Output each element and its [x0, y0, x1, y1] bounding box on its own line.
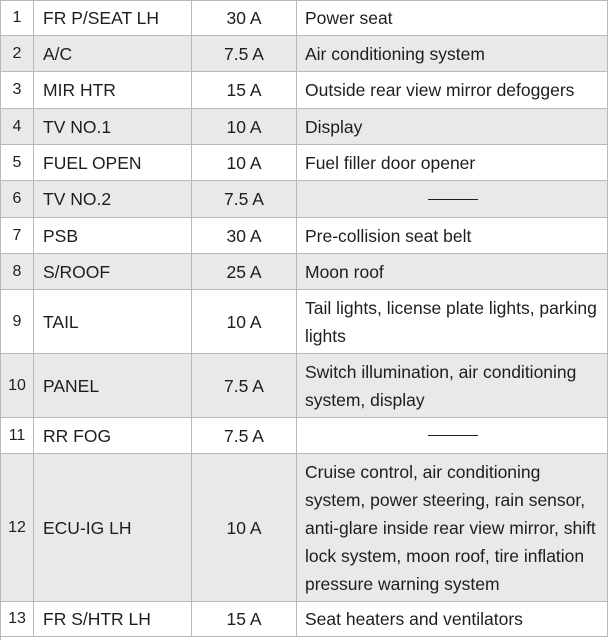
fuse-circuit-text: Display: [305, 116, 363, 137]
fuse-ampere: 10 A: [192, 454, 297, 601]
fuse-name: PANEL: [34, 354, 192, 417]
fuse-name: S/ROOF: [34, 254, 192, 289]
fuse-circuit: [297, 254, 608, 289]
fuse-ampere: 7.5 A: [192, 181, 297, 217]
fuse-circuit: [297, 36, 608, 71]
fuse-circuit-text: Cruise control, air conditioning system, power steering, rain sensor, anti-glare inside rear view mirror, shift lock system, moon roof, tire inflation pressure warning system: [305, 461, 596, 594]
table-row: [1, 418, 608, 454]
fuse-number: 11: [1, 418, 34, 453]
fuse-circuit-text: Power seat: [305, 8, 393, 28]
table-row: [1, 181, 608, 218]
fuse-ampere: 25 A: [192, 254, 297, 289]
fuse-circuit-text: Tail lights, license plate lights, parking lights: [305, 297, 597, 346]
fuse-number: 12: [1, 454, 34, 601]
fuse-number: 4: [1, 109, 34, 144]
fuse-number: 9: [1, 290, 34, 353]
fuse-circuit-text: Pre-collision seat belt: [305, 225, 472, 246]
fuse-circuit-text: Fuel filler door opener: [305, 152, 476, 173]
table-row: [1, 1, 608, 36]
fuse-name: TV NO.2: [34, 181, 192, 217]
fuse-ampere: 7.5 A: [192, 354, 297, 417]
fuse-ampere: 10 A: [192, 290, 297, 353]
fuse-circuit: [297, 72, 608, 108]
fuse-ampere: 7.5 A: [192, 36, 297, 71]
fuse-ampere: 10 A: [192, 145, 297, 180]
fuse-number: 8: [1, 254, 34, 289]
no-circuit-dash: [428, 435, 478, 436]
fuse-name: MIR HTR: [34, 72, 192, 108]
fuse-circuit-text: Switch illumination, air conditioning system, display: [305, 361, 577, 410]
fuse-name: RR FOG: [34, 418, 192, 453]
fuse-ampere: 15 A: [192, 72, 297, 108]
fuse-circuit: [297, 454, 608, 601]
fuse-circuit-text: Air conditioning system: [305, 43, 485, 64]
no-circuit-dash: [428, 199, 478, 200]
table-row: [1, 454, 608, 602]
fuse-number: 1: [1, 1, 34, 35]
fuse-circuit: [297, 145, 608, 180]
table-row: [1, 72, 608, 109]
fuse-number: 13: [1, 602, 34, 636]
fuse-circuit: [297, 418, 608, 453]
fuse-number: 5: [1, 145, 34, 180]
fuse-circuit: [297, 354, 608, 417]
fuse-number: 2: [1, 36, 34, 71]
fuse-ampere: 30 A: [192, 1, 297, 35]
table-row: [1, 218, 608, 254]
table-row: [1, 290, 608, 354]
fuse-name: ECU-IG LH: [34, 454, 192, 601]
fuse-number: 6: [1, 181, 34, 217]
table-row: [1, 109, 608, 145]
fuse-circuit: [297, 290, 608, 353]
fuse-name: PSB: [34, 218, 192, 253]
fuse-name: FR P/SEAT LH: [34, 1, 192, 35]
table-row: [1, 354, 608, 418]
fuse-ampere: 7.5 A: [192, 418, 297, 453]
table-row: [1, 145, 608, 181]
fuse-name: TV NO.1: [34, 109, 192, 144]
table-row: [1, 254, 608, 290]
fuse-circuit: [297, 218, 608, 253]
table-row: [1, 36, 608, 72]
fuse-number: 7: [1, 218, 34, 253]
fuse-circuit: [297, 602, 608, 636]
fuse-number: 3: [1, 72, 34, 108]
fuse-name: FR S/HTR LH: [34, 602, 192, 636]
fuse-circuit-text: Seat heaters and ventilators: [305, 609, 523, 629]
fuse-circuit: [297, 109, 608, 144]
fuse-ampere: 15 A: [192, 602, 297, 636]
fuse-ampere: 30 A: [192, 218, 297, 253]
fuse-circuit: [297, 181, 608, 217]
table-row: [1, 602, 608, 637]
fuse-circuit-text: Moon roof: [305, 261, 384, 282]
fuse-circuit-text: Outside rear view mirror defoggers: [305, 80, 575, 100]
fuse-number: 10: [1, 354, 34, 417]
fuse-circuit: [297, 1, 608, 35]
fuse-name: TAIL: [34, 290, 192, 353]
fuse-ampere: 10 A: [192, 109, 297, 144]
fuse-name: FUEL OPEN: [34, 145, 192, 180]
fuse-name: A/C: [34, 36, 192, 71]
